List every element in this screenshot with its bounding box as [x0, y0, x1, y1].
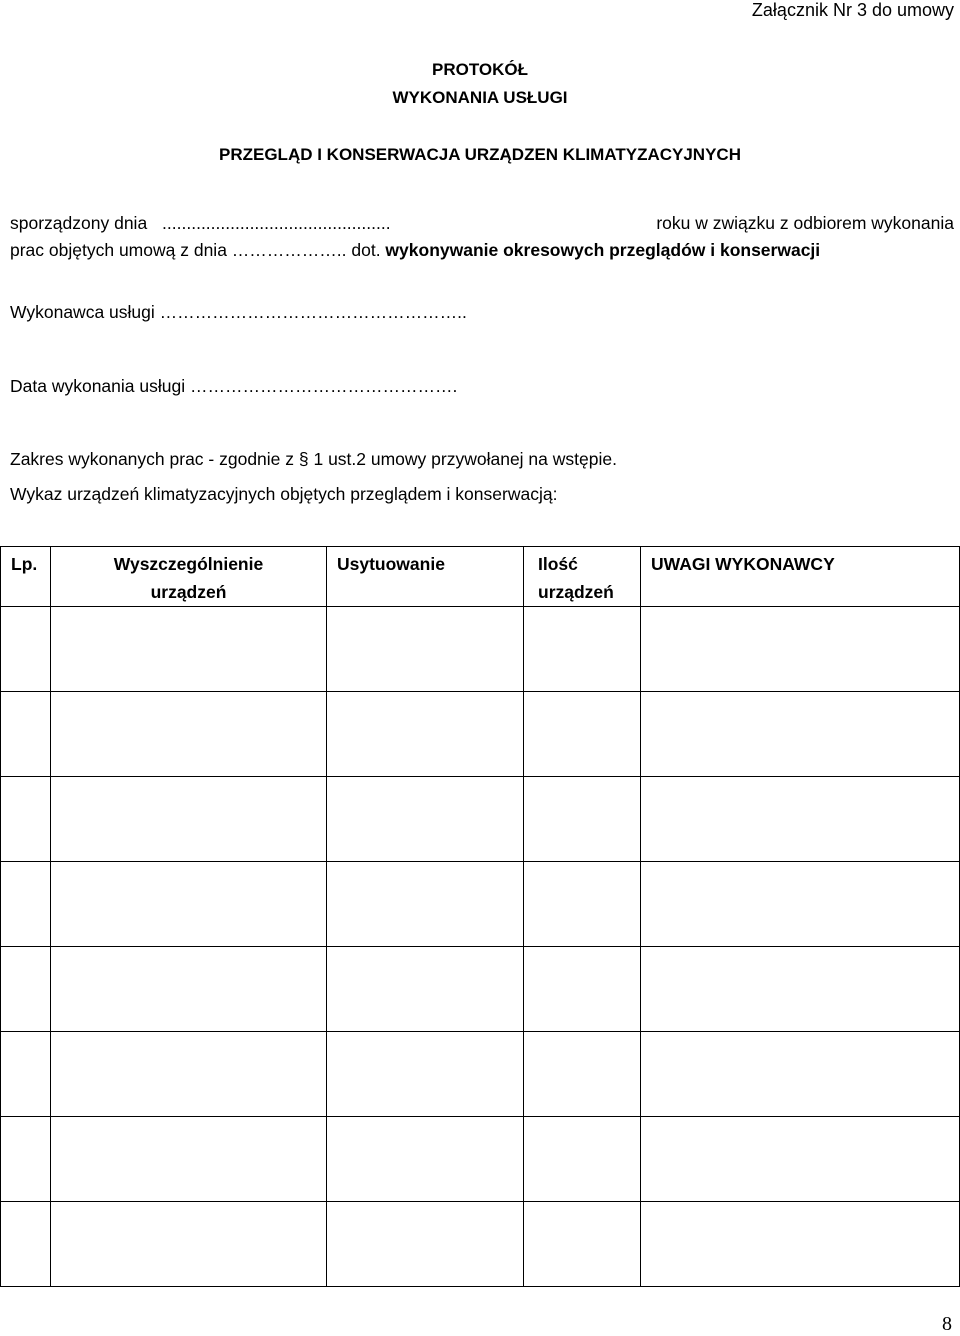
header-qty-line1: Ilość: [538, 554, 578, 574]
intro-suffix: roku w związku z odbiorem wykonania: [656, 213, 954, 233]
cell-lp[interactable]: [1, 777, 51, 862]
intro-dots-date: ...............................................: [162, 213, 391, 233]
table-row: [1, 692, 960, 777]
table-row: [1, 1032, 960, 1117]
table-row: [1, 862, 960, 947]
header-qty-line2: urządzeń: [538, 582, 614, 602]
doc-subtitle: WYKONANIA USŁUGI: [392, 88, 568, 107]
cell-specification[interactable]: [51, 1202, 327, 1287]
header-spec-line2: urządzeń: [150, 582, 227, 602]
cell-quantity[interactable]: [524, 1117, 641, 1202]
cell-quantity[interactable]: [524, 692, 641, 777]
cell-specification[interactable]: [51, 692, 327, 777]
cell-lp[interactable]: [1, 862, 51, 947]
cell-remarks[interactable]: [641, 947, 960, 1032]
table-row: [1, 1117, 960, 1202]
cell-quantity[interactable]: [524, 607, 641, 692]
intro-subject: wykonywanie okresowych przeglądów i konserwacji: [385, 240, 821, 260]
cell-location[interactable]: [327, 1202, 524, 1287]
header-quantity: [524, 547, 641, 607]
intro-prefix: sporządzony dnia: [10, 213, 148, 233]
header-specification: [51, 547, 327, 607]
cell-specification[interactable]: [51, 862, 327, 947]
cell-quantity[interactable]: [524, 1032, 641, 1117]
cell-quantity[interactable]: [524, 947, 641, 1032]
intro-line-1: [10, 213, 391, 234]
cell-lp[interactable]: [1, 1202, 51, 1287]
cell-remarks[interactable]: [641, 1117, 960, 1202]
cell-specification[interactable]: [51, 777, 327, 862]
table-row: [1, 1202, 960, 1287]
cell-quantity[interactable]: [524, 777, 641, 862]
cell-location[interactable]: [327, 947, 524, 1032]
cell-location[interactable]: [327, 1117, 524, 1202]
page-number: 8: [942, 1313, 952, 1335]
intro-contract-text: prac objętych umową z dnia: [10, 240, 227, 260]
cell-remarks[interactable]: [641, 607, 960, 692]
cell-remarks[interactable]: [641, 692, 960, 777]
cell-specification[interactable]: [51, 1032, 327, 1117]
intro-dots-contract: ……………….. dot.: [226, 240, 386, 260]
cell-lp[interactable]: [1, 1032, 51, 1117]
scope-statement: Zakres wykonanych prac - zgodnie z § 1 ust.2 umowy przywołanej na wstępie.: [10, 449, 617, 469]
header-remarks: UWAGI WYKONAWCY: [641, 547, 960, 607]
cell-remarks[interactable]: [641, 1202, 960, 1287]
cell-quantity[interactable]: [524, 862, 641, 947]
cell-specification[interactable]: [51, 947, 327, 1032]
cell-lp[interactable]: [1, 947, 51, 1032]
cell-remarks[interactable]: [641, 777, 960, 862]
header-lp: Lp.: [1, 547, 51, 607]
service-date-field: Data wykonania usługi ……………………………………….: [10, 376, 458, 396]
cell-remarks[interactable]: [641, 862, 960, 947]
cell-remarks[interactable]: [641, 1032, 960, 1117]
cell-location[interactable]: [327, 862, 524, 947]
header-location: Usytuowanie: [327, 547, 524, 607]
cell-location[interactable]: [327, 1032, 524, 1117]
header-spec-line1: Wyszczególnienie: [113, 554, 264, 574]
contractor-field: Wykonawca usługi ……………………………………………..: [10, 302, 467, 322]
table-row: [1, 777, 960, 862]
cell-quantity[interactable]: [524, 1202, 641, 1287]
cell-location[interactable]: [327, 692, 524, 777]
service-title: PRZEGLĄD I KONSERWACJA URZĄDZEN KLIMATYZACYJNYCH: [219, 145, 741, 164]
cell-lp[interactable]: [1, 692, 51, 777]
device-list-intro: Wykaz urządzeń klimatyzacyjnych objętych przeglądem i konserwacją:: [10, 484, 558, 504]
table-header-row: [1, 547, 960, 607]
cell-location[interactable]: [327, 777, 524, 862]
devices-table: [0, 546, 960, 1287]
intro-line-2: [10, 240, 820, 261]
cell-lp[interactable]: [1, 1117, 51, 1202]
cell-location[interactable]: [327, 607, 524, 692]
doc-title: PROTOKÓŁ: [431, 60, 529, 79]
cell-lp[interactable]: [1, 607, 51, 692]
cell-specification[interactable]: [51, 607, 327, 692]
cell-specification[interactable]: [51, 1117, 327, 1202]
annex-label: Załącznik Nr 3 do umowy: [751, 0, 954, 20]
table-row: [1, 947, 960, 1032]
table-row: [1, 607, 960, 692]
